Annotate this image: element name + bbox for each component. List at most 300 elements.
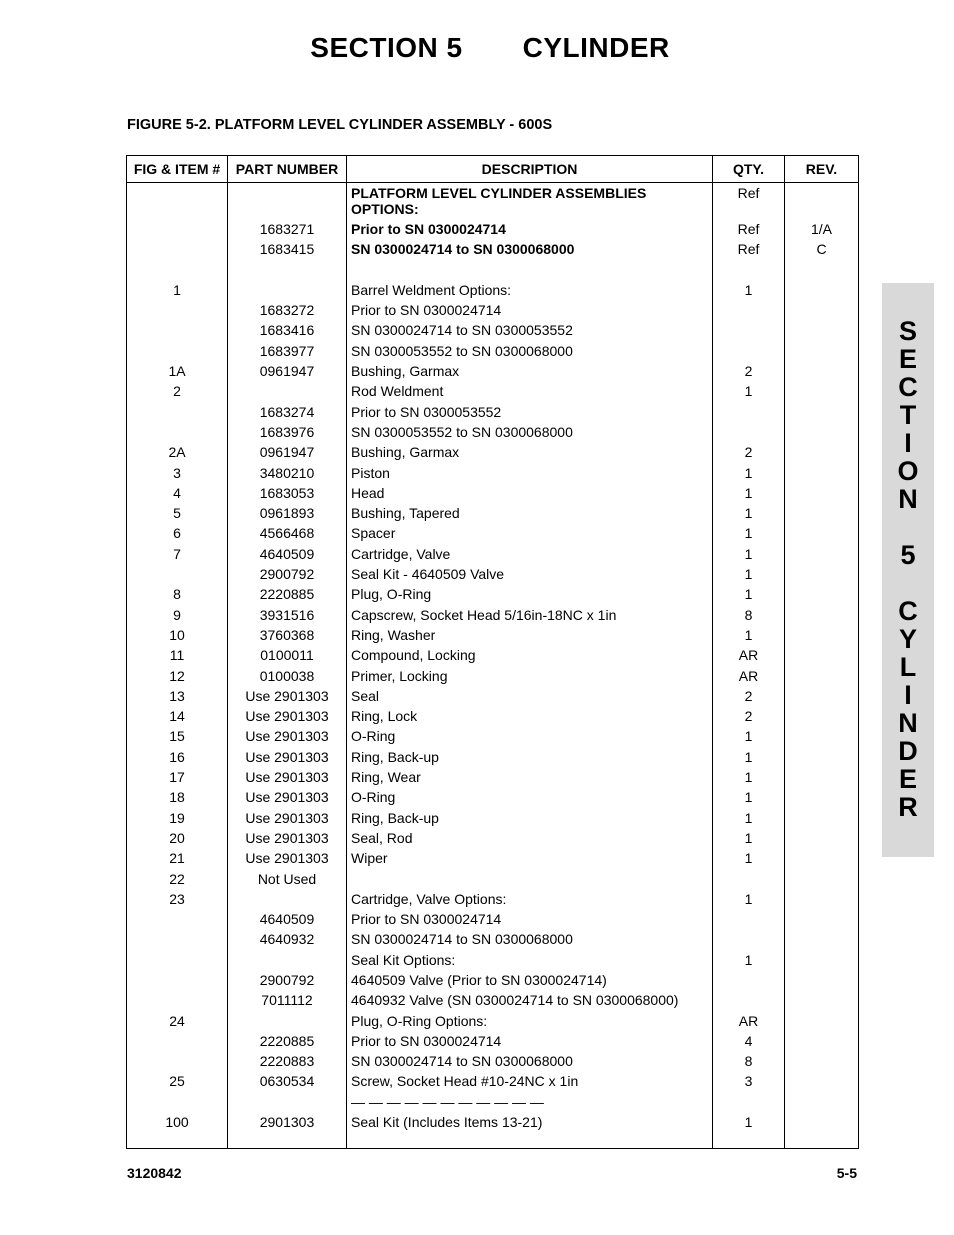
fig-item-cell: 13 [127, 686, 228, 706]
fig-item-cell: 1 [127, 280, 228, 300]
side-tab-letter [882, 513, 934, 541]
part-number-cell [228, 183, 347, 220]
description-cell: Prior to SN 0300024714 [347, 1031, 713, 1051]
table-row [127, 300, 859, 320]
qty-cell: 1 [713, 1112, 785, 1132]
table-row [127, 1071, 859, 1091]
part-number-cell: Use 2901303 [228, 767, 347, 787]
rev-cell [785, 381, 859, 401]
part-number-cell: Use 2901303 [228, 787, 347, 807]
side-tab-letter: S [898, 316, 917, 346]
table-row [127, 381, 859, 401]
column-header-fig-item: FIG & ITEM # [127, 156, 228, 183]
column-header-rev: REV. [785, 156, 859, 183]
side-tab-letter: C [898, 372, 918, 402]
description-cell: Ring, Lock [347, 706, 713, 726]
fig-item-cell: 25 [127, 1071, 228, 1091]
table-header-row [127, 156, 859, 183]
description-cell: Prior to SN 0300024714 [347, 300, 713, 320]
description-cell: Seal, Rod [347, 828, 713, 848]
filler-cell [785, 1132, 859, 1148]
rev-cell [785, 828, 859, 848]
part-number-cell: 0961947 [228, 361, 347, 381]
table-row [127, 239, 859, 259]
part-number-cell: 1683053 [228, 483, 347, 503]
rev-cell [785, 990, 859, 1010]
side-tab-letter: I [904, 680, 912, 710]
fig-item-cell [127, 239, 228, 259]
filler-cell [127, 1132, 228, 1148]
fig-item-cell: 3 [127, 463, 228, 483]
table-row [127, 625, 859, 645]
table-row [127, 1092, 859, 1112]
fig-item-cell [127, 929, 228, 949]
rev-cell [785, 260, 859, 280]
qty-cell: 1 [713, 808, 785, 828]
rev-cell: C [785, 239, 859, 259]
part-number-cell [228, 889, 347, 909]
description-cell: SN 0300053552 to SN 0300068000 [347, 341, 713, 361]
rev-cell [785, 584, 859, 604]
table-row [127, 645, 859, 665]
table-row [127, 183, 859, 220]
qty-cell [713, 422, 785, 442]
fig-item-cell [127, 909, 228, 929]
table-filler-row [127, 1132, 859, 1148]
qty-cell: 4 [713, 1031, 785, 1051]
qty-cell: 3 [713, 1071, 785, 1091]
table-row [127, 280, 859, 300]
table-row [127, 483, 859, 503]
description-cell: SN 0300024714 to SN 0300053552 [347, 320, 713, 340]
fig-item-cell [127, 341, 228, 361]
table-row [127, 1112, 859, 1132]
fig-item-cell [127, 1031, 228, 1051]
qty-cell: 1 [713, 950, 785, 970]
description-cell: Plug, O-Ring Options: [347, 1011, 713, 1031]
rev-cell [785, 1071, 859, 1091]
rev-cell [785, 686, 859, 706]
part-number-cell: 1683416 [228, 320, 347, 340]
side-tab-letter [882, 569, 934, 597]
fig-item-cell [127, 402, 228, 422]
part-number-cell: 2220883 [228, 1051, 347, 1071]
fig-item-cell [127, 183, 228, 220]
qty-cell: 2 [713, 706, 785, 726]
part-number-cell [228, 280, 347, 300]
rev-cell [785, 808, 859, 828]
rev-cell: 1/A [785, 219, 859, 239]
description-cell: Barrel Weldment Options: [347, 280, 713, 300]
part-number-cell: 0630534 [228, 1071, 347, 1091]
figure-title: FIGURE 5-2. PLATFORM LEVEL CYLINDER ASSEMBLY - 600S [127, 117, 553, 133]
qty-cell [713, 260, 785, 280]
rev-cell [785, 564, 859, 584]
qty-cell [713, 341, 785, 361]
qty-cell: 2 [713, 361, 785, 381]
rev-cell [785, 950, 859, 970]
description-cell: Cartridge, Valve [347, 544, 713, 564]
side-tab-letter: D [898, 736, 918, 766]
table-row [127, 605, 859, 625]
side-tab-letter: R [898, 792, 918, 822]
column-header-qty: QTY. [713, 156, 785, 183]
description-cell: Ring, Back-up [347, 747, 713, 767]
fig-item-cell: 14 [127, 706, 228, 726]
qty-cell [713, 869, 785, 889]
table-row [127, 503, 859, 523]
description-cell: SN 0300024714 to SN 0300068000 [347, 239, 713, 259]
qty-cell [713, 320, 785, 340]
table-row [127, 564, 859, 584]
part-number-cell [228, 1011, 347, 1031]
rev-cell [785, 1051, 859, 1071]
fig-item-cell: 10 [127, 625, 228, 645]
table-row [127, 950, 859, 970]
qty-cell: 1 [713, 889, 785, 909]
rev-cell [785, 747, 859, 767]
fig-item-cell [127, 564, 228, 584]
qty-cell: 8 [713, 1051, 785, 1071]
part-number-cell: 1683272 [228, 300, 347, 320]
rev-cell [785, 1031, 859, 1051]
qty-cell: 2 [713, 686, 785, 706]
fig-item-cell: 12 [127, 666, 228, 686]
part-number-cell: 2220885 [228, 1031, 347, 1051]
table-row [127, 320, 859, 340]
part-number-cell: 1683977 [228, 341, 347, 361]
part-number-cell: 2901303 [228, 1112, 347, 1132]
section-side-tab [882, 283, 934, 857]
table-row [127, 666, 859, 686]
fig-item-cell: 15 [127, 726, 228, 746]
description-cell: O-Ring [347, 787, 713, 807]
rev-cell [785, 645, 859, 665]
table-row [127, 584, 859, 604]
description-cell: 4640932 Valve (SN 0300024714 to SN 0300068000) [347, 990, 713, 1010]
part-number-cell: Use 2901303 [228, 747, 347, 767]
part-number-cell: 3931516 [228, 605, 347, 625]
fig-item-cell [127, 1092, 228, 1112]
part-number-cell: 1683271 [228, 219, 347, 239]
side-tab-letter: N [898, 484, 918, 514]
description-cell: PLATFORM LEVEL CYLINDER ASSEMBLIES OPTIONS: [347, 183, 713, 220]
fig-item-cell [127, 260, 228, 280]
fig-item-cell: 2 [127, 381, 228, 401]
rev-cell [785, 503, 859, 523]
description-cell: Ring, Back-up [347, 808, 713, 828]
rev-cell [785, 320, 859, 340]
part-number-cell: 0961893 [228, 503, 347, 523]
description-cell: Prior to SN 0300053552 [347, 402, 713, 422]
description-cell: Screw, Socket Head #10-24NC x 1in [347, 1071, 713, 1091]
part-number-cell: 3480210 [228, 463, 347, 483]
description-cell: Bushing, Garmax [347, 442, 713, 462]
qty-cell: 1 [713, 280, 785, 300]
part-number-cell: Use 2901303 [228, 828, 347, 848]
fig-item-cell: 7 [127, 544, 228, 564]
part-number-cell [228, 950, 347, 970]
side-tab-text [882, 317, 934, 821]
qty-cell [713, 990, 785, 1010]
filler-cell [347, 1132, 713, 1148]
part-number-cell [228, 1092, 347, 1112]
side-tab-letter: 5 [900, 540, 916, 570]
description-cell: Wiper [347, 848, 713, 868]
qty-cell: 1 [713, 584, 785, 604]
fig-item-cell [127, 422, 228, 442]
rev-cell [785, 889, 859, 909]
rev-cell [785, 767, 859, 787]
description-cell: Bushing, Tapered [347, 503, 713, 523]
fig-item-cell [127, 970, 228, 990]
rev-cell [785, 869, 859, 889]
side-tab-letter: L [899, 652, 917, 682]
side-tab-letter: C [898, 596, 918, 626]
description-cell: Prior to SN 0300024714 [347, 219, 713, 239]
part-number-cell: Use 2901303 [228, 848, 347, 868]
side-tab-letter: Y [898, 624, 917, 654]
description-cell: SN 0300053552 to SN 0300068000 [347, 422, 713, 442]
part-number-cell: 4640932 [228, 929, 347, 949]
rev-cell [785, 1112, 859, 1132]
part-number-cell: 1683274 [228, 402, 347, 422]
parts-table [126, 155, 859, 1149]
part-number-cell: Use 2901303 [228, 726, 347, 746]
description-cell: Seal Kit Options: [347, 950, 713, 970]
fig-item-cell [127, 300, 228, 320]
description-cell: Spacer [347, 523, 713, 543]
rev-cell [785, 726, 859, 746]
qty-cell [713, 970, 785, 990]
section-title [0, 32, 954, 64]
table-row [127, 544, 859, 564]
side-tab-letter: N [898, 708, 918, 738]
rev-cell [785, 544, 859, 564]
rev-cell [785, 1011, 859, 1031]
part-number-cell: Use 2901303 [228, 706, 347, 726]
qty-cell: 1 [713, 523, 785, 543]
part-number-cell: 3760368 [228, 625, 347, 645]
part-number-cell: 2220885 [228, 584, 347, 604]
table-row [127, 523, 859, 543]
qty-cell: AR [713, 645, 785, 665]
rev-cell [785, 300, 859, 320]
fig-item-cell: 6 [127, 523, 228, 543]
description-cell: Ring, Washer [347, 625, 713, 645]
section-label: SECTION 5 [310, 32, 463, 63]
description-cell [347, 260, 713, 280]
table-row [127, 1031, 859, 1051]
fig-item-cell [127, 320, 228, 340]
qty-cell: 1 [713, 503, 785, 523]
footer-page-number: 5-5 [836, 1165, 857, 1181]
section-name: CYLINDER [522, 32, 670, 63]
table-row [127, 260, 859, 280]
part-number-cell: 4566468 [228, 523, 347, 543]
description-cell: Piston [347, 463, 713, 483]
rev-cell [785, 523, 859, 543]
qty-cell: 1 [713, 564, 785, 584]
table-row [127, 889, 859, 909]
part-number-cell: 4640509 [228, 909, 347, 929]
qty-cell: Ref [713, 183, 785, 220]
side-tab-letter: O [897, 456, 919, 486]
fig-item-cell: 23 [127, 889, 228, 909]
fig-item-cell: 4 [127, 483, 228, 503]
rev-cell [785, 1092, 859, 1112]
fig-item-cell: 21 [127, 848, 228, 868]
qty-cell: 1 [713, 726, 785, 746]
side-tab-letter: E [898, 764, 917, 794]
rev-cell [785, 402, 859, 422]
qty-cell [713, 300, 785, 320]
qty-cell: Ref [713, 239, 785, 259]
table-row [127, 787, 859, 807]
description-cell: Capscrew, Socket Head 5/16in-18NC x 1in [347, 605, 713, 625]
footer-document-number: 3120842 [127, 1165, 182, 1181]
rev-cell [785, 909, 859, 929]
rev-cell [785, 183, 859, 220]
qty-cell: 1 [713, 767, 785, 787]
description-cell: Compound, Locking [347, 645, 713, 665]
qty-cell: 8 [713, 605, 785, 625]
description-cell: Head [347, 483, 713, 503]
rev-cell [785, 706, 859, 726]
table-row [127, 422, 859, 442]
parts-table-body [127, 183, 859, 1149]
rev-cell [785, 422, 859, 442]
fig-item-cell: 18 [127, 787, 228, 807]
part-number-cell: 0961947 [228, 442, 347, 462]
qty-cell: 1 [713, 625, 785, 645]
table-row [127, 909, 859, 929]
table-row [127, 929, 859, 949]
table-row [127, 990, 859, 1010]
rev-cell [785, 929, 859, 949]
part-number-cell: Use 2901303 [228, 808, 347, 828]
fig-item-cell: 1A [127, 361, 228, 381]
qty-cell: 1 [713, 483, 785, 503]
table-row [127, 402, 859, 422]
fig-item-cell: 20 [127, 828, 228, 848]
qty-cell [713, 1092, 785, 1112]
description-cell: 4640509 Valve (Prior to SN 0300024714) [347, 970, 713, 990]
qty-cell: AR [713, 1011, 785, 1031]
qty-cell [713, 402, 785, 422]
table-row [127, 848, 859, 868]
description-cell: Ring, Wear [347, 767, 713, 787]
side-tab-letter: T [899, 400, 917, 430]
description-cell: O-Ring [347, 726, 713, 746]
table-row [127, 869, 859, 889]
fig-item-cell: 19 [127, 808, 228, 828]
table-row [127, 463, 859, 483]
qty-cell [713, 929, 785, 949]
rev-cell [785, 280, 859, 300]
part-number-cell: 1683415 [228, 239, 347, 259]
rev-cell [785, 666, 859, 686]
table-row [127, 970, 859, 990]
part-number-cell: 2900792 [228, 564, 347, 584]
part-number-cell: 4640509 [228, 544, 347, 564]
qty-cell: Ref [713, 219, 785, 239]
fig-item-cell: 100 [127, 1112, 228, 1132]
table-row [127, 767, 859, 787]
qty-cell [713, 909, 785, 929]
qty-cell: 1 [713, 381, 785, 401]
column-header-description: DESCRIPTION [347, 156, 713, 183]
table-row [127, 341, 859, 361]
table-row [127, 361, 859, 381]
table-row [127, 747, 859, 767]
rev-cell [785, 442, 859, 462]
description-cell: Seal [347, 686, 713, 706]
rev-cell [785, 970, 859, 990]
description-cell [347, 869, 713, 889]
description-cell: Prior to SN 0300024714 [347, 909, 713, 929]
filler-cell [228, 1132, 347, 1148]
fig-item-cell: 17 [127, 767, 228, 787]
qty-cell: 1 [713, 463, 785, 483]
column-header-part-number: PART NUMBER [228, 156, 347, 183]
description-cell: Bushing, Garmax [347, 361, 713, 381]
table-row [127, 1011, 859, 1031]
qty-cell: 2 [713, 442, 785, 462]
rev-cell [785, 483, 859, 503]
rev-cell [785, 361, 859, 381]
description-cell: SN 0300024714 to SN 0300068000 [347, 929, 713, 949]
rev-cell [785, 787, 859, 807]
table-row [127, 219, 859, 239]
fig-item-cell: 5 [127, 503, 228, 523]
qty-cell: 1 [713, 544, 785, 564]
table-row [127, 828, 859, 848]
part-number-cell: 1683976 [228, 422, 347, 442]
fig-item-cell: 24 [127, 1011, 228, 1031]
part-number-cell [228, 381, 347, 401]
fig-item-cell: 9 [127, 605, 228, 625]
table-row [127, 726, 859, 746]
fig-item-cell [127, 950, 228, 970]
description-cell: Seal Kit (Includes Items 13-21) [347, 1112, 713, 1132]
part-number-cell [228, 260, 347, 280]
description-cell: Plug, O-Ring [347, 584, 713, 604]
fig-item-cell: 11 [127, 645, 228, 665]
part-number-cell: 0100038 [228, 666, 347, 686]
fig-item-cell [127, 990, 228, 1010]
fig-item-cell [127, 219, 228, 239]
part-number-cell: 7011112 [228, 990, 347, 1010]
side-tab-letter: E [898, 344, 917, 374]
description-cell: — — — — — — — — — — — [347, 1092, 713, 1112]
table-row [127, 442, 859, 462]
part-number-cell: Not Used [228, 869, 347, 889]
table-row [127, 1051, 859, 1071]
rev-cell [785, 463, 859, 483]
rev-cell [785, 605, 859, 625]
part-number-cell: 2900792 [228, 970, 347, 990]
part-number-cell: Use 2901303 [228, 686, 347, 706]
table-row [127, 686, 859, 706]
qty-cell: 1 [713, 787, 785, 807]
description-cell: Primer, Locking [347, 666, 713, 686]
filler-cell [713, 1132, 785, 1148]
table-row [127, 706, 859, 726]
fig-item-cell: 2A [127, 442, 228, 462]
rev-cell [785, 848, 859, 868]
rev-cell [785, 341, 859, 361]
